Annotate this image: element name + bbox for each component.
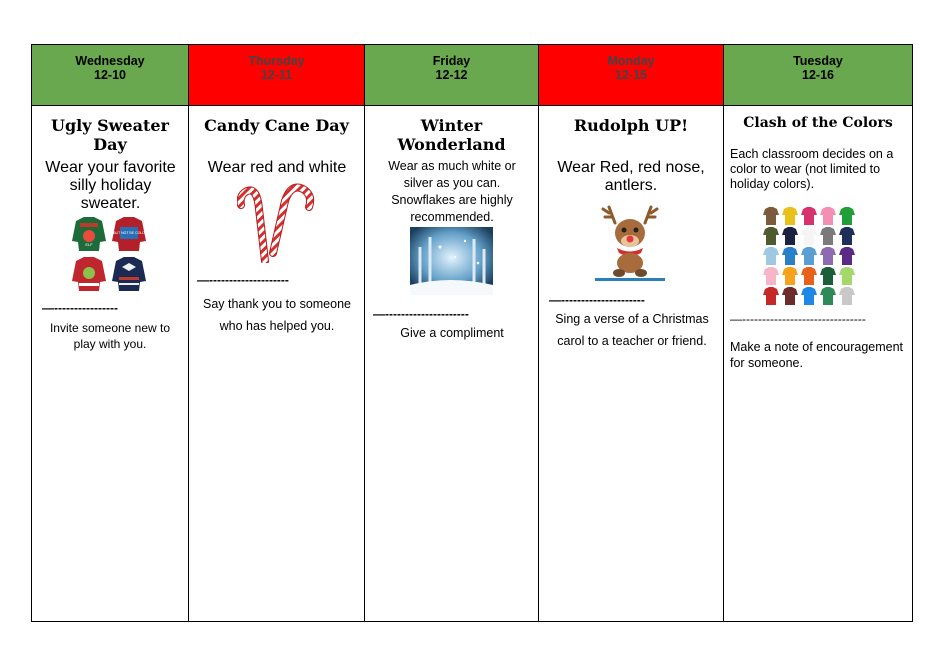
tshirt-icon [763,207,779,225]
day-date: 12-12 [435,68,468,82]
spirit-week-table [31,44,913,622]
sweater-green [72,217,106,251]
candy-canes-image [237,181,317,263]
theme-title: Clash of the Colors [743,115,893,131]
tshirt-icon [782,267,798,285]
tshirt-icon [782,207,798,225]
column-friday [365,45,539,621]
sweater-red [112,217,146,251]
header-thursday [189,45,364,106]
activity-text: Invite someone new to play with you. [49,321,171,351]
activity-text: Say thank you to someone who has helped you. [202,297,351,333]
day-date: 12-10 [94,68,126,82]
section-divider: —-------------------- [197,273,289,287]
header-monday [539,45,723,106]
tshirt-icon [801,227,817,245]
section-divider: —--------------------- [549,293,645,307]
tshirt-icon [839,207,855,225]
section-divider: —--------------------- [373,307,469,321]
svg-text:BUT NOT BE COLD: BUT NOT BE COLD [113,231,145,235]
winter-forest-image [410,227,493,295]
day-date: 12-16 [802,68,834,82]
theme-title: Candy Cane Day [204,116,349,135]
tshirt-icon [763,247,779,265]
sweater-red-2 [72,257,106,291]
column-thursday [189,45,365,621]
day-name: Thursday [248,54,305,68]
tshirt-icon [763,287,779,305]
tshirt-icon [782,227,798,245]
header-wednesday [32,45,188,106]
day-date: 12-11 [260,68,293,82]
colored-shirts-image [762,207,858,307]
column-tuesday [724,45,912,621]
theme-title: Ugly Sweater Day [51,116,169,154]
wear-instructions: Wear Red, red nose, antlers. [557,159,705,194]
tshirt-icon [820,247,836,265]
activity-text: Give a compliment [400,326,504,340]
wear-instructions: Each classroom decides on a color to wear (not limited to holiday colors). [730,147,894,191]
activity-text: Sing a verse of a Christmas carol to a teacher or friend. [555,312,709,348]
ugly-sweaters-image [70,215,150,293]
tshirt-icon [820,207,836,225]
tshirt-icon [820,227,836,245]
tshirt-icon [839,247,855,265]
tshirt-icon [763,267,779,285]
tshirt-icon [782,247,798,265]
sweater-navy [112,257,146,291]
section-divider: —------------------------------- [730,312,866,326]
tshirt-icon [801,207,817,225]
tshirt-icon [801,247,817,265]
activity-text: Make a note of encouragement for someone. [730,340,904,370]
wear-instructions: Wear red and white [207,159,347,176]
tshirt-icon [839,227,855,245]
day-date: 12-15 [615,68,647,82]
tshirt-icon [839,267,855,285]
header-friday [365,45,538,106]
svg-text:ELF: ELF [85,242,93,247]
wear-instructions: Wear as much white or silver as you can. Snowflakes are highly recommended. [388,159,516,224]
tshirt-icon [801,287,817,305]
column-wednesday [32,45,189,621]
tshirt-icon [763,227,779,245]
column-monday [539,45,724,621]
reindeer-image [595,201,665,281]
wear-instructions: Wear your favorite silly holiday sweater. [45,159,176,212]
day-name: Tuesday [793,54,843,68]
tshirt-icon [820,287,836,305]
tshirt-icon [782,287,798,305]
tshirt-icon [839,287,855,305]
section-divider: —---------------- [42,301,118,315]
header-tuesday [724,45,912,106]
tshirt-icon [801,267,817,285]
theme-title: Rudolph UP! [573,116,689,135]
day-name: Wednesday [75,54,145,68]
theme-title: Winter Wonderland [397,116,506,154]
day-name: Monday [607,54,655,68]
day-name: Friday [432,54,471,68]
tshirt-icon [820,267,836,285]
